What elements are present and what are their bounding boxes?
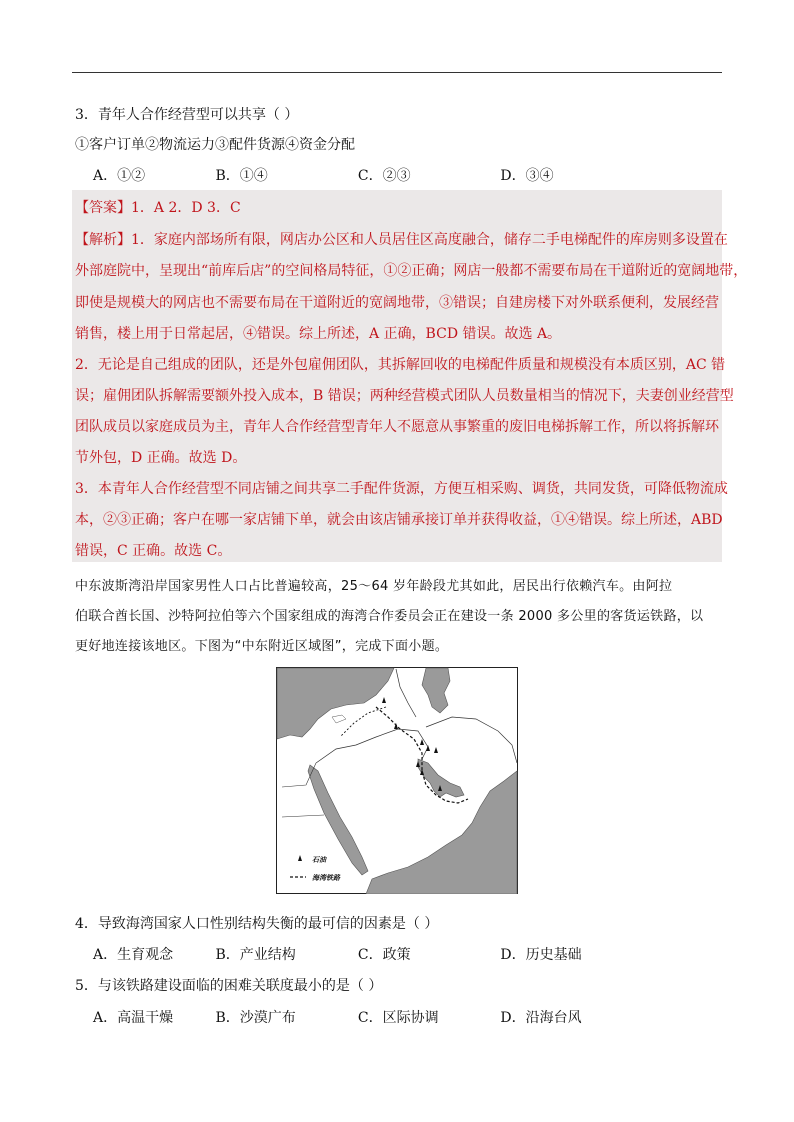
analysis-line-1: 【解析】1．家庭内部场所有限，网店办公区和人员居住区高度融合，储存二手电梯配件的库房则多设置在 <box>75 232 728 248</box>
answer-line <box>75 197 241 217</box>
q3-items: ①客户订单②物流运力③配件货源④资金分配 <box>75 137 355 153</box>
q5-options <box>93 1007 582 1027</box>
q3-option-a: A．①② <box>93 168 146 184</box>
answer-label: 【答案】 <box>75 200 131 216</box>
analysis-line-11: 错误，C 正确。故选 C。 <box>75 543 232 559</box>
q4-option-b: B．产业结构 <box>215 947 296 963</box>
q5-option-d: D．沿海台风 <box>500 1010 582 1026</box>
analysis-line-6: 误；雇佣团队拆解需要额外投入成本，B 错误；两种经营模式团队人员数量相当的情况下，夫妻创业经营型 <box>75 388 734 404</box>
q5-option-b: B．沙漠广布 <box>215 1010 296 1026</box>
header-rule <box>72 72 722 73</box>
q4-options <box>93 944 582 964</box>
passage-line-1: 中东波斯湾沿岸国家男性人口占比普遍较高，25～64 岁年龄段尤其如此，居民出行依赖汽车。由阿拉 <box>75 579 673 594</box>
q5-option-c: C．区际协调 <box>357 1010 439 1026</box>
q4-option-d: D．历史基础 <box>500 947 582 963</box>
legend-oil-label: 石油 <box>312 856 326 864</box>
q4-stem: 4．导致海湾国家人口性别结构失衡的最可信的因素是（ ） <box>75 916 439 932</box>
analysis-line-2: 外部庭院中，呈现出“前库后店”的空间格局特征，①②正确；网店一般都不需要布局在干道附近的宽阔地带， <box>75 263 748 279</box>
passage-line-2: 伯联合酋长国、沙特阿拉伯等六个国家组成的海湾合作委员会正在建设一条 2000 多公里的客货运铁路，以 <box>75 609 704 624</box>
analysis-line-7: 团队成员以家庭成员为主，青年人合作经营型青年人不愿意从事繁重的废旧电梯拆解工作，所以将拆解环 <box>75 419 719 435</box>
q3-option-d: D．③④ <box>500 168 554 184</box>
q3-option-b: B．①④ <box>215 168 268 184</box>
passage-line-3: 更好地连接该地区。下图为“中东附近区域图”，完成下面小题。 <box>75 639 449 654</box>
analysis-line-10: 本，②③正确；客户在哪一家店铺下单，就会由该店铺承接订单并获得收益，①④错误。综上所述，ABD <box>75 512 723 528</box>
analysis-line-3: 即使是规模大的网店也不需要布局在干道附近的宽阔地带，③错误；自建房楼下对外联系便利，发展经营 <box>75 295 719 311</box>
analysis-line-9: 3．本青年人合作经营型不同店铺之间共享二手配件货源，方便互相采购、调货，共同发货，可降低物流成 <box>75 481 728 497</box>
q3-stem: 3．青年人合作经营型可以共享（ ） <box>75 107 299 123</box>
analysis-line-4: 销售，楼上用于日常起居，④错误。综上所述，A 正确，BCD 错误。故选 A。 <box>75 326 562 342</box>
q5-stem: 5．与该铁路建设面临的困难关联度最小的是（ ） <box>75 978 383 994</box>
analysis-line-5: 2．无论是自己组成的团队，还是外包雇佣团队，其拆解回收的电梯配件质量和规模没有本质区别，AC 错 <box>75 357 726 373</box>
q3-options <box>93 165 554 185</box>
middle-east-map <box>276 667 518 894</box>
q4-option-a: A．生育观念 <box>93 947 174 963</box>
q4-option-c: C．政策 <box>357 947 411 963</box>
analysis-line-8: 节外包，D 正确。故选 D。 <box>75 450 247 466</box>
legend-rail-label: 海湾铁路 <box>312 874 340 882</box>
answer-text: 1．A 2．D 3．C <box>131 200 241 216</box>
q5-option-a: A．高温干燥 <box>93 1010 174 1026</box>
q3-option-c: C．②③ <box>357 168 411 184</box>
analysis-label: 【解析】 <box>75 232 131 248</box>
